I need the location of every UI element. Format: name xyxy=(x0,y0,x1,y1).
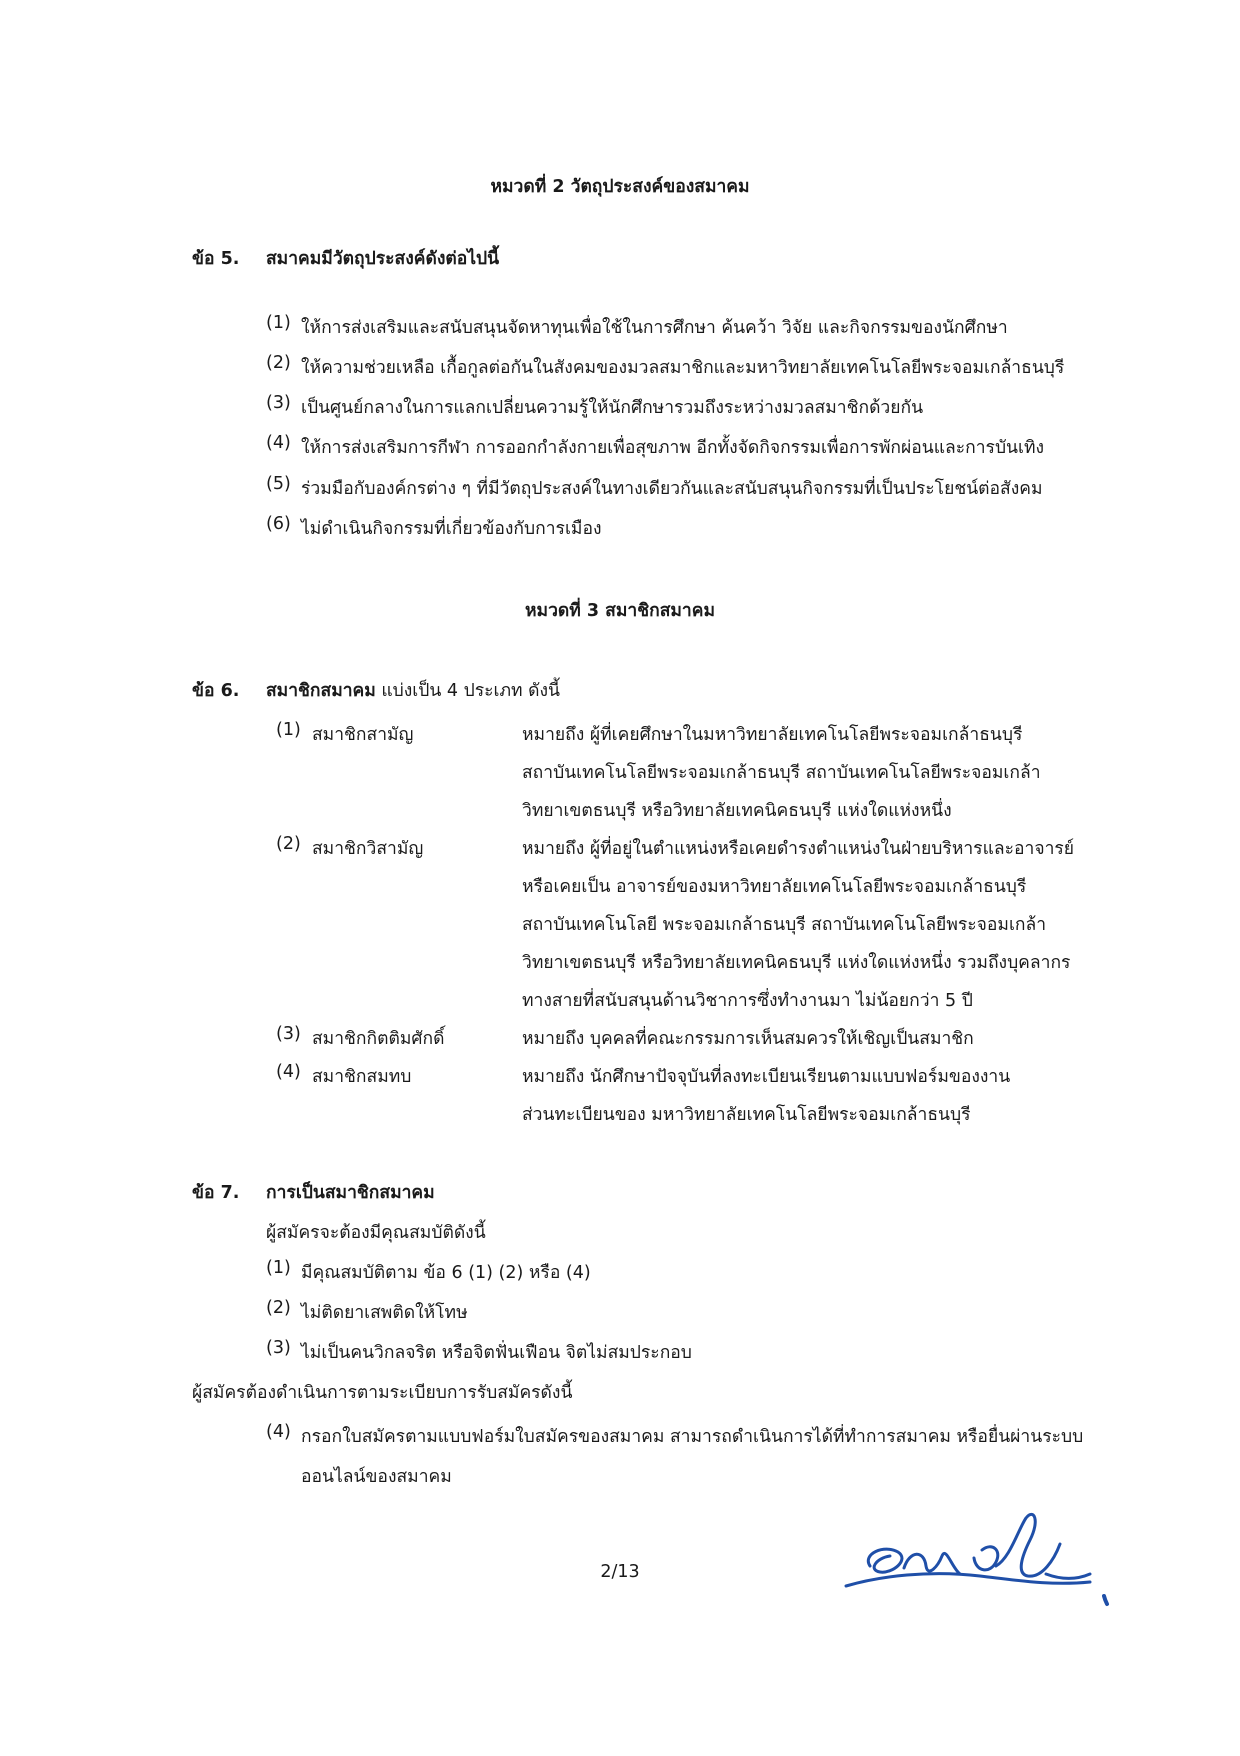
article-6-title-rest: แบ่งเป็น 4 ประเภท ดังนี้ xyxy=(375,681,561,701)
procedure-text: ออนไลน์ของสมาคม xyxy=(301,1467,452,1487)
list-item-number: (6) xyxy=(266,514,291,534)
member-type-description: สถาบันเทคโนโลยี พระจอมเกล้าธนบุรี สถาบันเทคโนโลยีพระจอมเกล้า xyxy=(522,915,1047,935)
list-item-number: (3) xyxy=(266,393,291,413)
member-type-description: วิทยาเขตธนบุรี หรือวิทยาลัยเทคนิคธนบุรี แห่งใดแห่งหนึ่ง xyxy=(522,801,952,821)
list-item-text: ให้ความช่วยเหลือ เกื้อกูลต่อกันในสังคมของมวลสมาชิกและมหาวิทยาลัยเทคโนโลยีพระจอมเกล้าธนบุรี xyxy=(301,358,1065,378)
list-item-text: ไม่เป็นคนวิกลจริต หรือจิตฟั่นเฟือน จิตไม่สมประกอบ xyxy=(301,1343,692,1363)
chapter-2-heading: หมวดที่ 2 วัตถุประสงค์ของสมาคม xyxy=(490,177,750,197)
list-item-number: (1) xyxy=(266,313,291,333)
member-type-number: (4) xyxy=(276,1062,301,1082)
member-type-number: (1) xyxy=(276,720,301,740)
member-type-name: สมาชิกวิสามัญ xyxy=(312,839,424,859)
article-6-number: ข้อ 6. xyxy=(192,681,240,701)
list-item-number: (5) xyxy=(266,474,291,494)
signature xyxy=(840,1510,1140,1620)
member-type-description: หมายถึง บุคคลที่คณะกรรมการเห็นสมควรให้เชิญเป็นสมาชิก xyxy=(522,1029,974,1049)
list-item-number: (2) xyxy=(266,353,291,373)
member-type-description: ทางสายที่สนับสนุนด้านวิชาการซึ่งทำงานมา ไม่น้อยกว่า 5 ปี xyxy=(522,991,973,1011)
member-type-description: หมายถึง นักศึกษาปัจจุบันที่ลงทะเบียนเรียนตามแบบฟอร์มของงาน xyxy=(522,1067,1011,1087)
article-5-title: สมาคมมีวัตถุประสงค์ดังต่อไปนี้ xyxy=(266,249,500,269)
member-type-name: สมาชิกสามัญ xyxy=(312,725,414,745)
article-6-title xyxy=(266,676,560,704)
member-type-number: (2) xyxy=(276,834,301,854)
article-6-title-bold: สมาชิกสมาคม xyxy=(266,681,376,701)
article-7-number: ข้อ 7. xyxy=(192,1183,240,1203)
list-item-text: ให้การส่งเสริมการกีฬา การออกกำลังกายเพื่อสุขภาพ อีกทั้งจัดกิจกรรมเพื่อการพักผ่อนและการบันเทิง xyxy=(301,438,1045,458)
article-7-title: การเป็นสมาชิกสมาคม xyxy=(266,1183,435,1203)
member-type-description: สถาบันเทคโนโลยีพระจอมเกล้าธนบุรี สถาบันเทคโนโลยีพระจอมเกล้า xyxy=(522,763,1041,783)
article-5-number: ข้อ 5. xyxy=(192,249,240,269)
procedure-intro: ผู้สมัครต้องดำเนินการตามระเบียบการรับสมัครดังนี้ xyxy=(192,1383,573,1403)
list-item-number: (1) xyxy=(266,1258,291,1278)
member-type-description: หรือเคยเป็น อาจารย์ของมหาวิทยาลัยเทคโนโลยีพระจอมเกล้าธนบุรี xyxy=(522,877,1027,897)
list-item-text: ไม่ดำเนินกิจกรรมที่เกี่ยวข้องกับการเมือง xyxy=(301,519,602,539)
list-item-text: เป็นศูนย์กลางในการแลกเปลี่ยนความรู้ให้นักศึกษารวมถึงระหว่างมวลสมาชิกด้วยกัน xyxy=(301,398,924,418)
list-item-text: มีคุณสมบัติตาม ข้อ 6 (1) (2) หรือ (4) xyxy=(301,1263,591,1283)
member-type-description: ส่วนทะเบียนของ มหาวิทยาลัยเทคโนโลยีพระจอมเกล้าธนบุรี xyxy=(522,1105,971,1125)
list-item-number: (4) xyxy=(266,433,291,453)
procedure-text: กรอกใบสมัครตามแบบฟอร์มใบสมัครของสมาคม สามารถดำเนินการได้ที่ทำการสมาคม หรือยื่นผ่านระบบ xyxy=(301,1427,1084,1447)
list-item-number: (2) xyxy=(266,1298,291,1318)
list-item-text: ร่วมมือกับองค์กรต่าง ๆ ที่มีวัตถุประสงค์ในทางเดียวกันและสนับสนุนกิจกรรมที่เป็นประโยชน์ต่อสังคม xyxy=(301,479,1043,499)
member-type-name: สมาชิกกิตติมศักดิ์ xyxy=(312,1029,445,1049)
member-type-number: (3) xyxy=(276,1024,301,1044)
member-type-name: สมาชิกสมทบ xyxy=(312,1067,412,1087)
member-type-description: วิทยาเขตธนบุรี หรือวิทยาลัยเทคนิคธนบุรี แห่งใดแห่งหนึ่ง รวมถึงบุคลากร xyxy=(522,953,1071,973)
page-number: 2/13 xyxy=(600,1562,640,1582)
signature-strokes xyxy=(846,1514,1107,1604)
member-type-description: หมายถึง ผู้ที่เคยศึกษาในมหาวิทยาลัยเทคโนโลยีพระจอมเกล้าธนบุรี xyxy=(522,725,1023,745)
article-7-intro: ผู้สมัครจะต้องมีคุณสมบัติดังนี้ xyxy=(266,1223,486,1243)
member-type-description: หมายถึง ผู้ที่อยู่ในตำแหน่งหรือเคยดำรงตำแหน่งในฝ่ายบริหารและอาจารย์ xyxy=(522,839,1075,859)
list-item-number: (3) xyxy=(266,1338,291,1358)
list-item-text: ให้การส่งเสริมและสนับสนุนจัดหาทุนเพื่อใช้ในการศึกษา ค้นคว้า วิจัย และกิจกรรมของนักศึกษา xyxy=(301,318,1008,338)
list-item-text: ไม่ติดยาเสพติดให้โทษ xyxy=(301,1303,468,1323)
chapter-3-heading: หมวดที่ 3 สมาชิกสมาคม xyxy=(525,601,715,621)
procedure-number: (4) xyxy=(266,1422,291,1442)
